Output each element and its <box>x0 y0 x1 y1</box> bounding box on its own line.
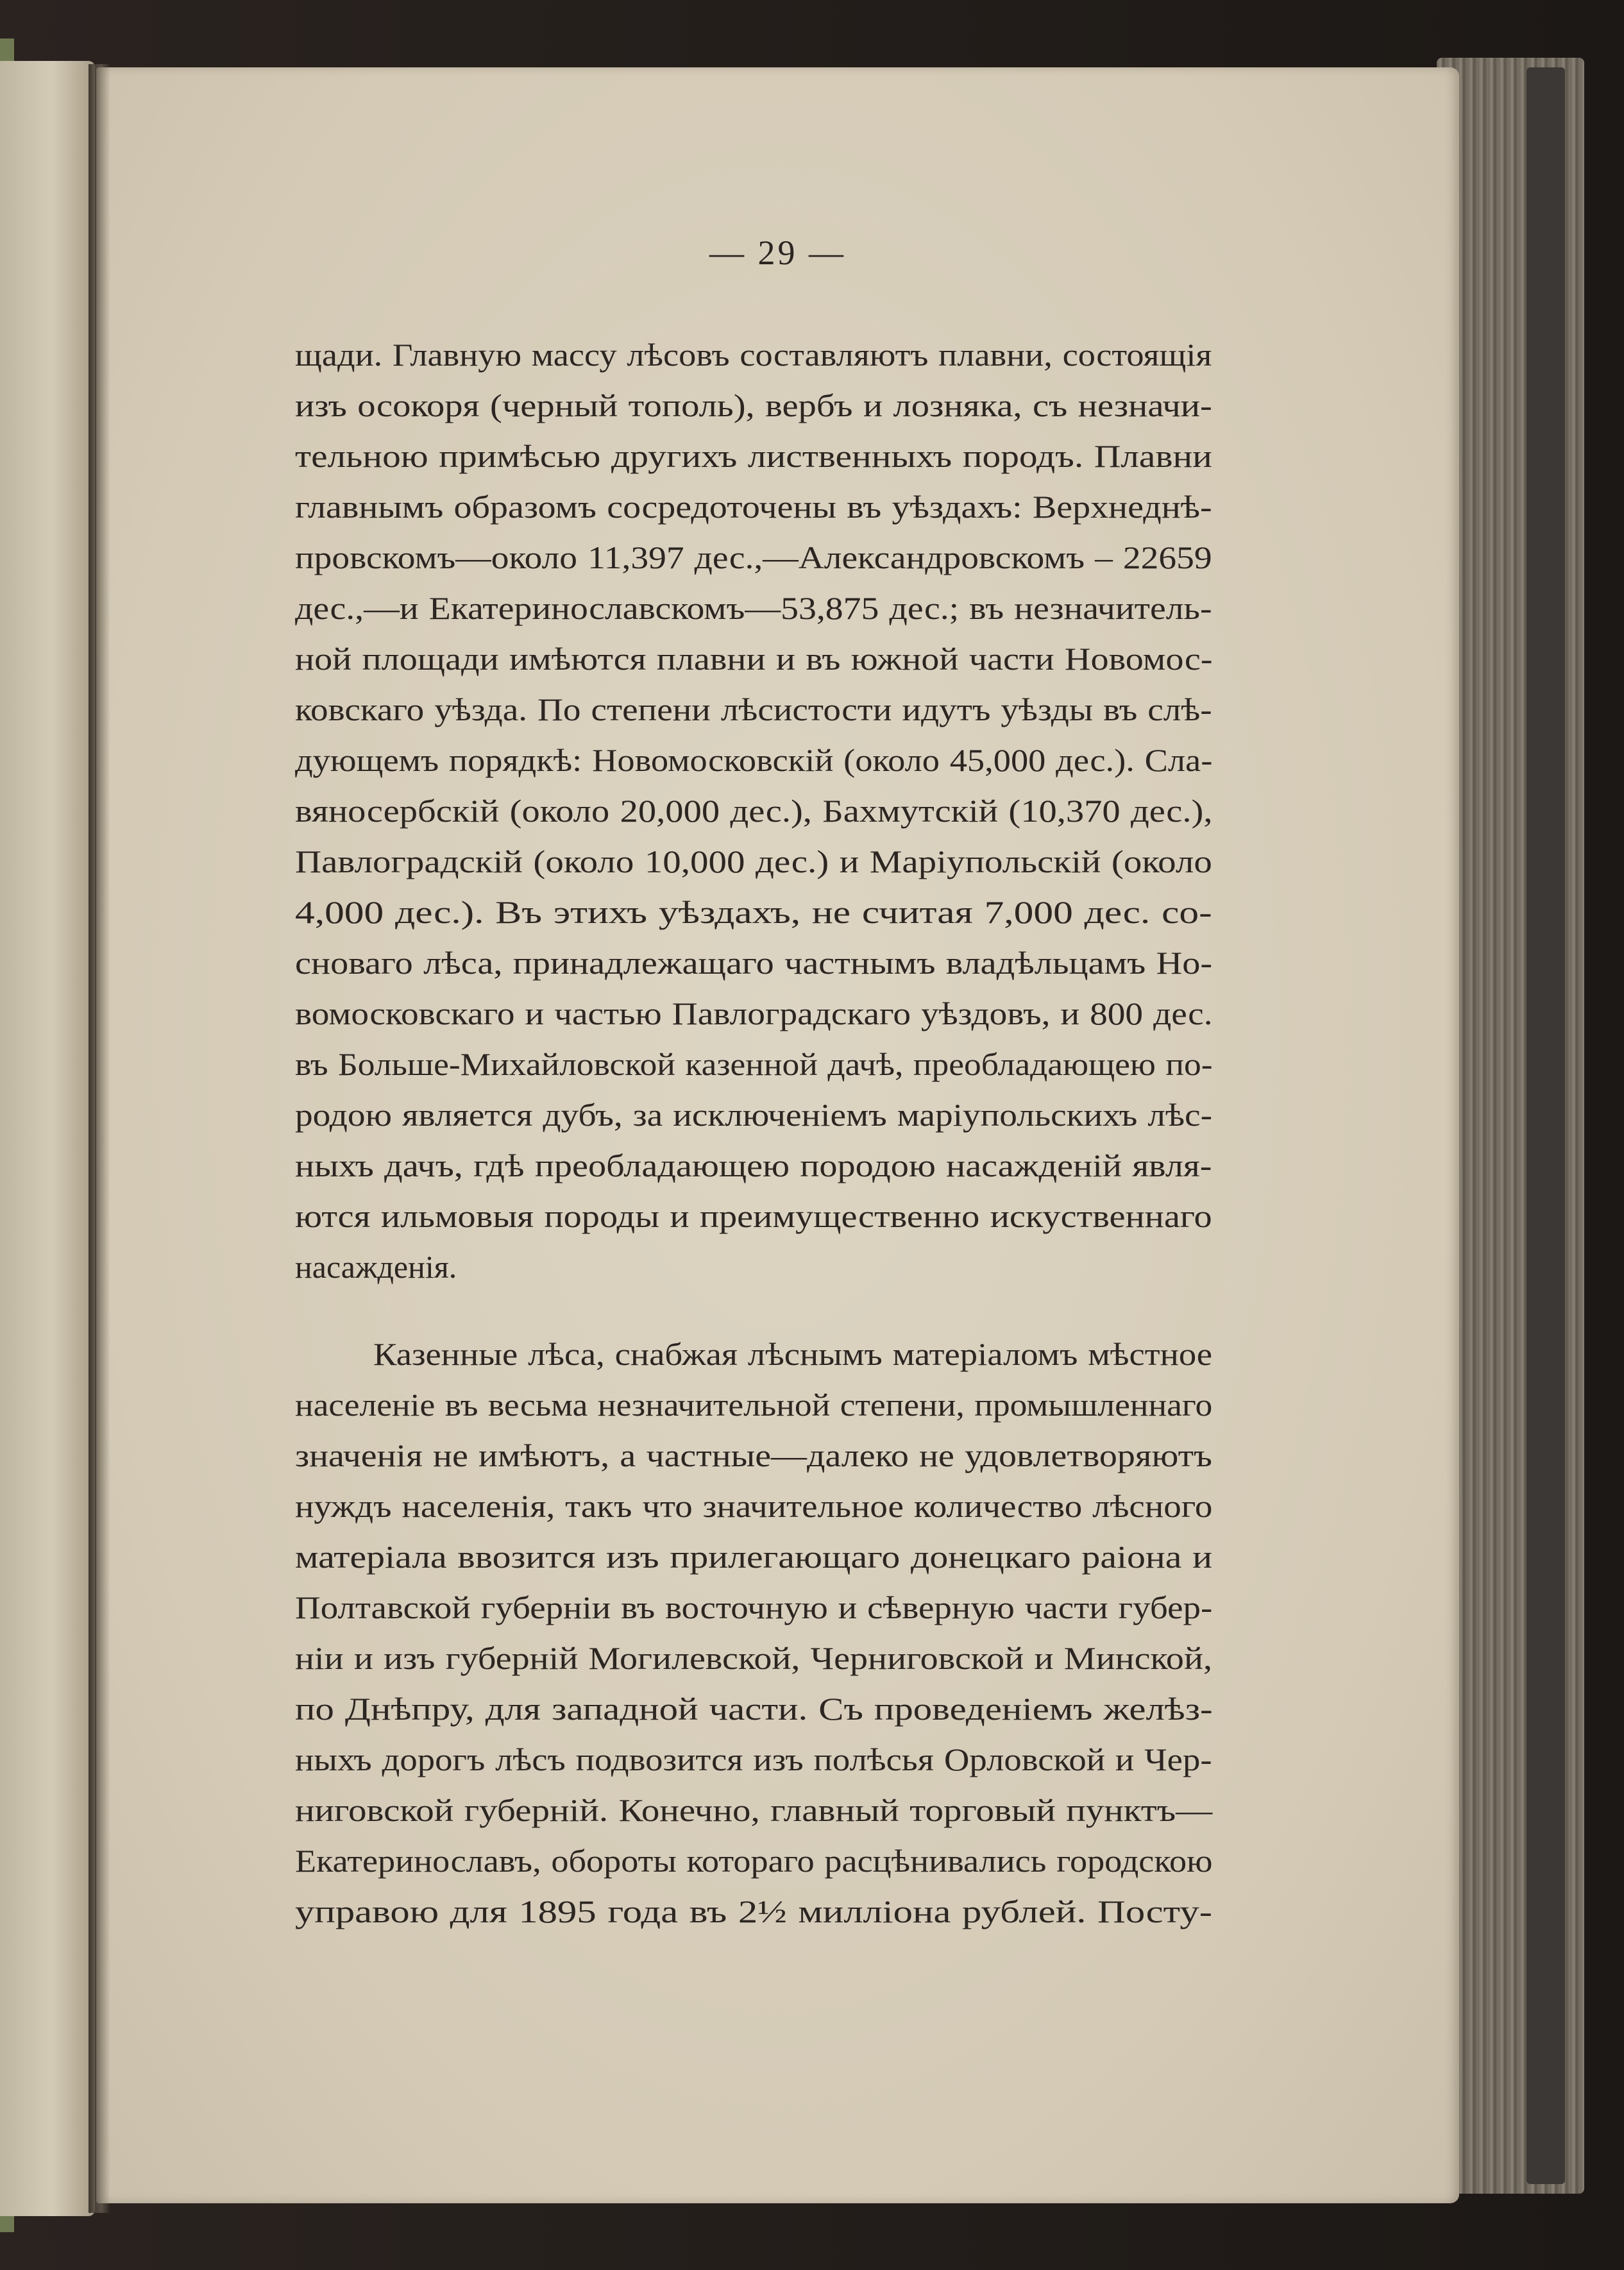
text-line: по Днѣпру, для западной части. Съ проведеніемъ желѣз- <box>295 1691 1213 1727</box>
text-line: изъ осокоря (черный тополь), вербъ и лозняка, съ незначи- <box>295 387 1212 423</box>
text-line: управою для 1895 года въ 2½ милліона рублей. Посту- <box>295 1893 1212 1929</box>
text-line: Павлоградскій (около 10,000 дес.) и Маріупольскій (около <box>295 843 1212 879</box>
text-line: населеніе въ весьма незначительной степени, промышленнаго <box>295 1387 1213 1423</box>
book-page <box>96 67 1459 2203</box>
text-line: Екатеринославъ, обороты котораго расцѣнивались городскою <box>295 1843 1213 1879</box>
text-line: щади. Главную массу лѣсовъ составляютъ плавни, состоящія <box>295 337 1212 373</box>
text-line: сноваго лѣса, принадлежащаго частнымъ владѣльцамъ Но- <box>295 945 1213 981</box>
book-cover-edge <box>1527 67 1565 2184</box>
text-line: 4,000 дес.). Въ этихъ уѣздахъ, не считая 7,000 дес. со- <box>295 894 1212 930</box>
page-number: — 29 — <box>709 233 846 272</box>
text-line: матеріала ввозится изъ прилегающаго донецкаго раіона и <box>295 1539 1213 1575</box>
text-line: Казенные лѣса, снабжая лѣснымъ матеріаломъ мѣстное <box>373 1336 1213 1372</box>
text-line: ковскаго уѣзда. По степени лѣсистости идутъ уѣзды въ слѣ- <box>295 691 1212 727</box>
text-line: дес.,—и Екатеринославскомъ—53,875 дес.; въ незначитель- <box>295 590 1212 626</box>
text-line: дующемъ порядкѣ: Новомосковскій (около 45,000 дес.). Сла- <box>295 742 1213 778</box>
text-line: ниговской губерній. Конечно, главный торговый пунктъ— <box>295 1792 1213 1828</box>
text-line: ныхъ дорогъ лѣсъ подвозится изъ полѣсья Орловской и Чер- <box>295 1741 1212 1777</box>
text-line: ются ильмовыя породы и преимущественно искуственнаго <box>295 1198 1212 1234</box>
text-line: насажденія. <box>295 1249 457 1285</box>
text-line: провскомъ—около 11,397 дес.,—Александровскомъ – 22659 <box>295 539 1212 575</box>
gutter-shadow <box>89 64 110 2213</box>
text-line: нуждъ населенія, такъ что значительное количество лѣсного <box>295 1488 1213 1524</box>
previous-page <box>0 61 95 2216</box>
text-line: родою является дубъ, за исключеніемъ маріупольскихъ лѣс- <box>295 1097 1213 1133</box>
text-line: въ Больше-Михайловской казенной дачѣ, преобладающею по- <box>295 1046 1213 1082</box>
text-line: ніи и изъ губерній Могилевской, Черниговской и Минской, <box>295 1640 1213 1676</box>
text-line: главнымъ образомъ сосредоточены въ уѣздахъ: Верхнеднѣ- <box>295 489 1212 525</box>
text-line: вяносербскій (около 20,000 дес.), Бахмутскій (10,370 дес.), <box>295 793 1213 829</box>
text-line: вомосковскаго и частью Павлоградскаго уѣздовъ, и 800 дес. <box>295 995 1213 1031</box>
text-line: ныхъ дачъ, гдѣ преобладающею породою насажденій явля- <box>295 1148 1212 1183</box>
text-line: тельною примѣсью другихъ лиственныхъ породъ. Плавни <box>295 438 1212 474</box>
text-line: Полтавской губерніи въ восточную и сѣверную части губер- <box>295 1589 1213 1625</box>
text-line: ной площади имѣются плавни и въ южной части Новомос- <box>295 641 1213 677</box>
text-line: значенія не имѣютъ, а частные—далеко не удовлетворяютъ <box>295 1437 1212 1473</box>
